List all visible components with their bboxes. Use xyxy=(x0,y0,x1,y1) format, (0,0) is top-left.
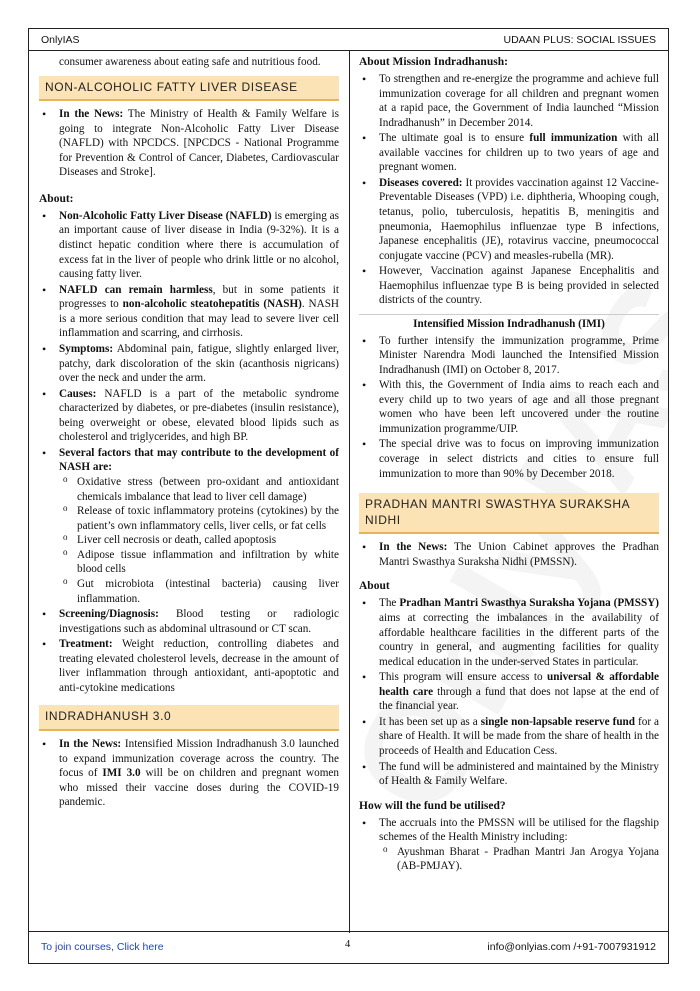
list-item: • Screening/Diagnosis: Blood testing or radiologic investigations such as abdominal ultrasound or CT scan. xyxy=(39,607,339,636)
list-item: • The fund will be administered and maintained by the Ministry of Health & Family Welfare. xyxy=(359,760,659,789)
pmssn-about-label: About xyxy=(359,580,390,593)
left-column xyxy=(39,55,339,811)
fund-sub-list xyxy=(381,845,659,874)
column-divider xyxy=(349,51,350,933)
about-mission-heading: About Mission Indradhanush: xyxy=(359,56,508,68)
list-item: • In the News: Intensified Mission Indradhanush 3.0 launched to expand immunization coverage across the country. The focus of IMI 3.0 will be on children and pregnant women who missed their vaccine doses during the COVID-19 pandemic. xyxy=(39,737,339,810)
nafld-about-list xyxy=(39,209,339,696)
list-item: • In the News: The Union Cabinet approves the Pradhan Mantri Swasthya Suraksha Nidhi (PMSSN). xyxy=(359,540,659,569)
indradhanush-heading: INDRADHANUSH 3.0 xyxy=(39,705,339,731)
list-item: • Causes: NAFLD is a part of the metabolic syndrome characterized by diabetes, or pre-diabetes (insulin resistance), being overweight or obese, elevated blood lipids such as cholesterol and triglycerides, and high BP. xyxy=(39,387,339,445)
list-item: • With this, the Government of India aims to reach each and every child up to two years of age and all those pregnant women who have been left uncovered under the routine immunization programme/UIP. xyxy=(359,378,659,436)
pmssn-about-list xyxy=(359,596,659,788)
list-item: • NAFLD can remain harmless, but in some patients it progresses to non-alcoholic steatohepatitis (NASH). NASH is a more serious condition that may lead to severe liver cell inflammation and scarring, and cirrhosis. xyxy=(39,283,339,341)
list-item: • The special drive was to focus on improving immunization coverage in select districts and cities to ensure full immunization to more than 90% by December 2018. xyxy=(359,437,659,481)
fund-list xyxy=(359,816,659,874)
page-number: 4 xyxy=(345,939,351,950)
imi-heading: Intensified Mission Indradhanush (IMI) xyxy=(359,314,659,332)
intro-text: consumer awareness about eating safe and nutritious food. xyxy=(59,56,321,68)
right-column xyxy=(359,55,659,875)
nafld-news-list xyxy=(39,107,339,180)
list-item: • However, Vaccination against Japanese Encephalitis and Haemophilus influenzae type B is being provided in selected districts of the country. xyxy=(359,264,659,308)
list-item: • The ultimate goal is to ensure full immunization with all available vaccines for children up to two years of age and pregnant women. xyxy=(359,131,659,175)
list-item: • The Pradhan Mantri Swasthya Suraksha Yojana (PMSSY) aims at correcting the imbalances in the availability of affordable healthcare facilities in the different parts of the country in general, and augmenting facilities for quality medical education in the under-served States in particular. xyxy=(359,596,659,669)
mission-list xyxy=(359,72,659,308)
list-item: • Several factors that may contribute to the development of NASH are: o Oxidative stress (between pro-oxidant and antioxidant chemicals imbalance that lead to liver cell damage) o Release of toxic inflammatory proteins (cytokines) by the patient’s own inflammatory cells, liver cells, or fat cells o Liver cell necrosis or death, called apoptosis o Adipose tissue inflammation and infiltration by white blood cells o Gut microbiota (intestinal bacteria) causing liver inflammation. xyxy=(39,446,339,606)
sub-list-item: o Adipose tissue inflammation and infiltration by white blood cells xyxy=(61,548,339,577)
list-item: • Non-Alcoholic Fatty Liver Disease (NAFLD) is emerging as an important cause of liver disease in India (9-32%). It is a distinct hepatic condition where there is accumulation of excess fat in the liver of people who drink little or no alcohol, causing fatty liver. xyxy=(39,209,339,282)
sub-list-item: o Release of toxic inflammatory proteins (cytokines) by the patient’s own inflammatory cells, liver cells, or fat cells xyxy=(61,504,339,533)
document-page xyxy=(28,28,669,964)
imi-list xyxy=(359,334,659,482)
pmssn-news-list xyxy=(359,540,659,569)
fund-utilisation-heading: How will the fund be utilised? xyxy=(359,799,506,812)
sub-list-item: o Ayushman Bharat - Pradhan Mantri Jan Arogya Yojana (AB-PMJAY). xyxy=(381,845,659,874)
pmssn-heading: PRADHAN MANTRI SWASTHYA SURAKSHA NIDHI xyxy=(359,493,659,534)
sub-list-item: o Oxidative stress (between pro-oxidant and antioxidant chemicals imbalance that lead to liver cell damage) xyxy=(61,475,339,504)
header-brand: OnlyIAS xyxy=(41,34,80,46)
list-item: • To strengthen and re-energize the programme and achieve full immunization coverage for all children and pregnant women at a rapid pace, the Government of India launched “Mission Indradhanush” in December 2014. xyxy=(359,72,659,130)
join-courses-link[interactable]: To join courses, Click here xyxy=(41,941,164,953)
nash-factors-list xyxy=(61,475,339,606)
indradhanush-news-list xyxy=(39,737,339,810)
list-item: • It has been set up as a single non-lapsable reserve fund for a share of Health. It will be made from the share of health in the proceeds of Health and Education Cess. xyxy=(359,715,659,759)
sub-list-item: o Gut microbiota (intestinal bacteria) causing liver inflammation. xyxy=(61,577,339,606)
header-section-title: UDAAN PLUS: SOCIAL ISSUES xyxy=(503,34,656,46)
nafld-news-item: • In the News: The Ministry of Health & Family Welfare is going to integrate Non-Alcoholic Fatty Liver Disease (NAFLD) with NPCDCS. [NPCDCS - National Programme for Prevention & Control of Cancer, Diabetes, Cardiovascular Diseases and Stroke]. xyxy=(39,107,339,180)
page-footer xyxy=(29,931,668,963)
list-item: • Symptoms: Abdominal pain, fatigue, slightly enlarged liver, patchy, dark discoloration of the skin (acanthosis nigricans) over the neck and under the arm. xyxy=(39,342,339,386)
list-item: • The accruals into the PMSSN will be utilised for the flagship schemes of the Health Ministry including: o Ayushman Bharat - Pradhan Mantri Jan Arogya Yojana (AB-PMJAY). xyxy=(359,816,659,874)
sub-list-item: o Liver cell necrosis or death, called apoptosis xyxy=(61,533,339,548)
nafld-heading: NON-ALCOHOLIC FATTY LIVER DISEASE xyxy=(39,76,339,102)
list-item: • This program will ensure access to universal & affordable health care through a fund that does not lapse at the end of the financial year. xyxy=(359,670,659,714)
contact-info: info@onlyias.com /+91-7007931912 xyxy=(487,941,656,953)
list-item: • Diseases covered: It provides vaccination against 12 Vaccine-Preventable Diseases (VPD) i.e. diphtheria, Whooping cough, tetanus, polio, tuberculosis, hepatitis B, meningitis and pneumonia, Haemophilus influenzae type B infections, Japanese encephalitis (JE), rotavirus vaccine, pneumococcal conjugate vaccine (PCV) and measles-rubella (MR). xyxy=(359,176,659,263)
list-item: • Treatment: Weight reduction, controlling diabetes and treating elevated cholesterol levels, decrease in the amount of liver inflammation through antioxidant, anti-apoptotic and anti-cytokine medications xyxy=(39,637,339,695)
page-header xyxy=(29,29,668,51)
nafld-about-label: About: xyxy=(39,192,74,205)
list-item: • To further intensify the immunization programme, Prime Minister Narendra Modi launched the Intensified Mission Indradhanush (IMI) on October 8, 2017. xyxy=(359,334,659,378)
